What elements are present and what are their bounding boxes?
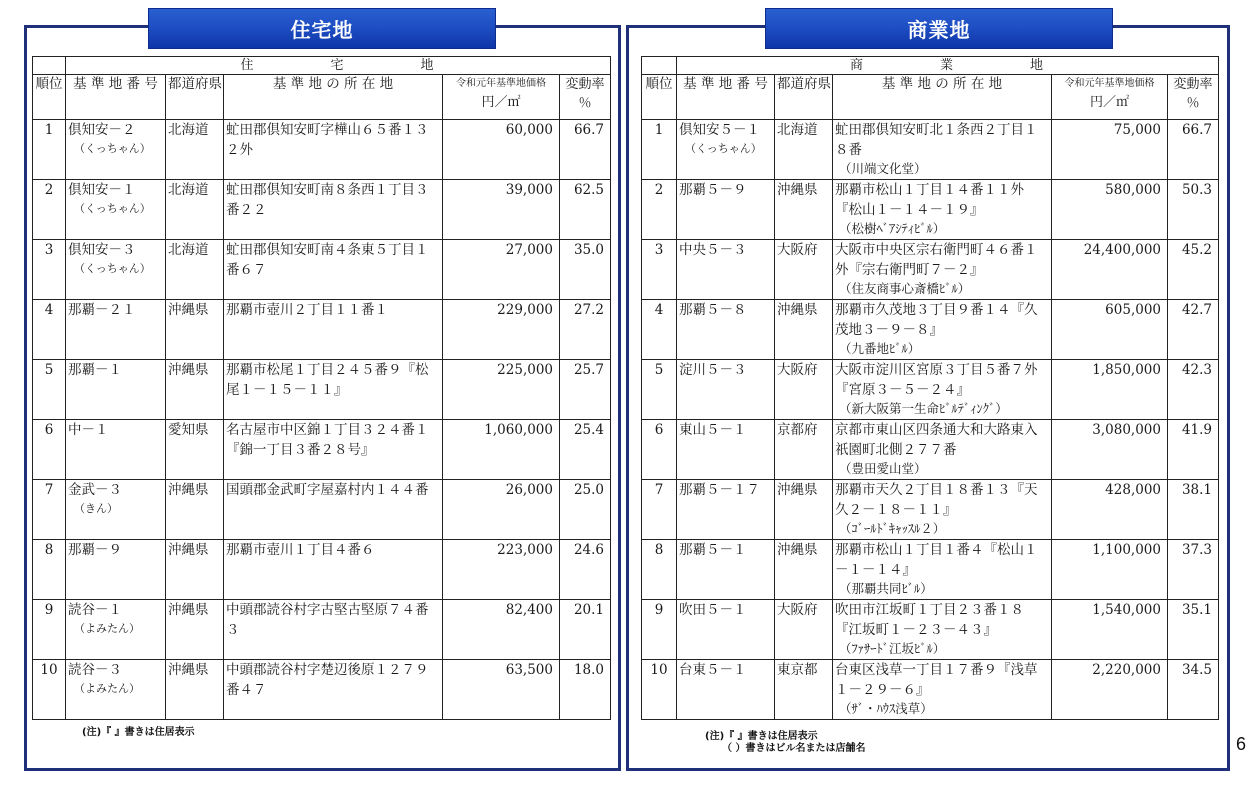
address-cell <box>224 480 443 540</box>
prefecture-cell: 沖縄県 <box>166 360 224 420</box>
price-cell: 1,060,000 <box>443 420 560 480</box>
building-name: （那覇共同ﾋﾞﾙ） <box>839 581 933 596</box>
address-text: 虻田郡倶知安町北１条西２丁目１８番 <box>835 122 1038 158</box>
number-cell <box>677 600 775 660</box>
prefecture-cell: 京都府 <box>775 420 833 480</box>
rank-cell: 3 <box>33 240 66 300</box>
address-cell <box>833 660 1052 720</box>
table-row <box>33 600 611 660</box>
table-row <box>642 300 1219 360</box>
price-cell: 82,400 <box>443 600 560 660</box>
prefecture-cell: 北海道 <box>166 240 224 300</box>
address-text: 那覇市松尾１丁目２４５番９『松尾１－１５－１１』 <box>226 362 429 398</box>
address-header: 基 準 地 の 所 在 地 <box>833 75 1052 120</box>
prefecture-cell: 沖縄県 <box>166 600 224 660</box>
commercial-note-building: （ ）書きはビル名または店舗名 <box>722 743 866 754</box>
building-name: （九番地ﾋﾞﾙ） <box>839 341 921 356</box>
change-cell: 24.6 <box>560 540 611 600</box>
table-row <box>33 120 611 180</box>
table-row <box>642 240 1219 300</box>
price-cell: 75,000 <box>1052 120 1168 180</box>
rank-cell: 4 <box>33 300 66 360</box>
rank-cell: 6 <box>33 420 66 480</box>
site-reading: （くっちゃん） <box>74 202 151 215</box>
prefecture-cell: 沖縄県 <box>166 540 224 600</box>
price-cell: 1,100,000 <box>1052 540 1168 600</box>
prefecture-cell: 愛知県 <box>166 420 224 480</box>
address-cell <box>833 120 1052 180</box>
building-name: （ｺﾞｰﾙﾄﾞｷｬｯｽﾙ２） <box>839 521 946 536</box>
number-cell <box>677 480 775 540</box>
change-header-unit: ％ <box>578 96 592 111</box>
price-header-unit: 円／㎡ <box>481 95 521 110</box>
price-header-unit: 円／㎡ <box>1089 95 1129 110</box>
number-cell <box>66 600 166 660</box>
address-cell <box>224 300 443 360</box>
number-cell <box>66 180 166 240</box>
address-cell <box>224 660 443 720</box>
address-text: 虻田郡倶知安町字樺山６５番１３２外 <box>226 122 429 158</box>
rank-cell: 10 <box>642 660 677 720</box>
building-name: （豊田愛山堂） <box>839 461 927 476</box>
number-cell <box>66 660 166 720</box>
prefecture-cell: 沖縄県 <box>775 180 833 240</box>
site-number: 読谷－３ <box>68 662 122 678</box>
rank-cell: 1 <box>33 120 66 180</box>
table-row <box>642 120 1219 180</box>
rank-cell: 2 <box>33 180 66 240</box>
building-name: （ｻﾞ・ﾊｳｽ浅草） <box>839 701 933 716</box>
address-text: 名古屋市中区錦１丁目３２４番１『錦一丁目３番２８号』 <box>226 422 429 458</box>
number-cell <box>66 300 166 360</box>
table-row <box>642 180 1219 240</box>
table-row <box>642 420 1219 480</box>
site-number: 金武－３ <box>68 482 122 498</box>
number-cell <box>677 300 775 360</box>
price-header-label: 令和元年基準地価格 <box>456 78 546 89</box>
address-text: 中頭郡読谷村字古堅古堅原７４番３ <box>226 602 429 638</box>
address-text: 中頭郡読谷村字楚辺後原１２７９番４７ <box>226 662 429 698</box>
change-cell: 66.7 <box>560 120 611 180</box>
address-text: 大阪市中央区宗右衛門町４６番１外『宗右衛門町７－２』 <box>835 242 1038 278</box>
building-name: （ﾌｧｻｰﾄﾞ江坂ﾋﾞﾙ） <box>839 641 946 656</box>
table-row <box>642 600 1219 660</box>
group-header: 住 宅 地 <box>66 57 611 75</box>
address-cell <box>224 360 443 420</box>
price-cell: 26,000 <box>443 480 560 540</box>
site-number: 那覇５－１ <box>679 542 747 558</box>
change-cell: 62.5 <box>560 180 611 240</box>
address-cell <box>833 420 1052 480</box>
table-row <box>642 480 1219 540</box>
address-cell <box>224 420 443 480</box>
rank-cell: 3 <box>642 240 677 300</box>
change-header <box>560 75 611 120</box>
site-reading: （よみたん） <box>74 682 140 695</box>
price-cell: 580,000 <box>1052 180 1168 240</box>
address-text: 那覇市松山１丁目１４番１１外『松山１－１４－１９』 <box>835 182 1024 218</box>
number-header: 基 準 地 番 号 <box>66 75 166 120</box>
address-cell <box>833 300 1052 360</box>
address-cell <box>224 240 443 300</box>
rank-header: 順位 <box>642 75 677 120</box>
number-cell <box>677 240 775 300</box>
number-cell <box>677 420 775 480</box>
price-cell: 229,000 <box>443 300 560 360</box>
price-header <box>443 75 560 120</box>
change-header-label: 変動率 <box>565 77 605 92</box>
rank-cell: 10 <box>33 660 66 720</box>
rank-cell: 8 <box>33 540 66 600</box>
site-number: 読谷－１ <box>68 602 122 618</box>
group-header: 商 業 地 <box>677 57 1219 75</box>
number-cell <box>677 660 775 720</box>
address-cell <box>833 180 1052 240</box>
address-text: 那覇市天久２丁目１８番１３『天久２－１８－１１』 <box>835 482 1038 518</box>
change-header <box>1168 75 1219 120</box>
rank-header-spacer <box>642 57 677 75</box>
price-cell: 27,000 <box>443 240 560 300</box>
prefecture-cell: 沖縄県 <box>775 540 833 600</box>
change-cell: 66.7 <box>1168 120 1219 180</box>
prefecture-cell: 北海道 <box>166 120 224 180</box>
site-number: 倶知安－３ <box>68 242 136 258</box>
rank-cell: 7 <box>642 480 677 540</box>
prefecture-cell: 沖縄県 <box>166 300 224 360</box>
rank-cell: 9 <box>33 600 66 660</box>
address-cell <box>224 540 443 600</box>
change-cell: 34.5 <box>1168 660 1219 720</box>
table-row <box>33 660 611 720</box>
site-number: 那覇５－１７ <box>679 482 760 498</box>
building-name: （松樹ﾍﾞｱｼﾃｨﾋﾞﾙ） <box>839 221 946 236</box>
change-cell: 42.3 <box>1168 360 1219 420</box>
prefecture-cell: 大阪府 <box>775 600 833 660</box>
change-cell: 35.1 <box>1168 600 1219 660</box>
site-number: 淀川５－３ <box>679 362 747 378</box>
change-cell: 20.1 <box>560 600 611 660</box>
site-reading: （くっちゃん） <box>685 142 762 155</box>
address-text: 那覇市久茂地３丁目９番１４『久茂地３－９－８』 <box>835 302 1038 338</box>
price-cell: 60,000 <box>443 120 560 180</box>
number-header: 基 準 地 番 号 <box>677 75 775 120</box>
address-text: 虻田郡倶知安町南４条東５丁目１番６７ <box>226 242 429 278</box>
change-cell: 38.1 <box>1168 480 1219 540</box>
prefecture-cell: 北海道 <box>166 180 224 240</box>
site-number: 中－１ <box>68 422 109 438</box>
table-row <box>33 420 611 480</box>
change-header-label: 変動率 <box>1173 77 1213 92</box>
price-cell: 1,850,000 <box>1052 360 1168 420</box>
address-cell <box>224 180 443 240</box>
rank-cell: 6 <box>642 420 677 480</box>
price-cell: 2,220,000 <box>1052 660 1168 720</box>
prefecture-cell: 大阪府 <box>775 240 833 300</box>
change-header-unit: ％ <box>1186 96 1200 111</box>
address-cell <box>833 600 1052 660</box>
address-text: 那覇市壺川１丁目４番６ <box>226 542 375 558</box>
rank-header: 順位 <box>33 75 66 120</box>
number-cell <box>66 420 166 480</box>
commercial-banner: 商業地 <box>765 8 1113 49</box>
number-cell <box>66 120 166 180</box>
table-row <box>33 180 611 240</box>
site-number: 中央５－３ <box>679 242 747 258</box>
change-cell: 25.0 <box>560 480 611 540</box>
price-cell: 63,500 <box>443 660 560 720</box>
address-cell <box>224 600 443 660</box>
site-reading: （よみたん） <box>74 622 140 635</box>
prefecture-cell: 沖縄県 <box>775 300 833 360</box>
site-number: 那覇－２１ <box>68 302 136 318</box>
building-name: （住友商事心斎橋ﾋﾞﾙ） <box>839 281 971 296</box>
site-number: 那覇５－９ <box>679 182 747 198</box>
rank-cell: 1 <box>642 120 677 180</box>
site-reading: （きん） <box>74 502 118 515</box>
price-cell: 605,000 <box>1052 300 1168 360</box>
address-cell <box>224 120 443 180</box>
address-text: 虻田郡倶知安町南８条西１丁目３番２２ <box>226 182 429 218</box>
site-reading: （くっちゃん） <box>74 262 151 275</box>
number-cell <box>66 240 166 300</box>
prefecture-cell: 東京都 <box>775 660 833 720</box>
site-reading: （くっちゃん） <box>74 142 151 155</box>
table-row <box>33 540 611 600</box>
address-text: 大阪市淀川区宮原３丁目５番７外『宮原３－５－２４』 <box>835 362 1038 398</box>
address-text: 京都市東山区四条通大和大路東入祇園町北側２７７番 <box>835 422 1038 458</box>
change-cell: 42.7 <box>1168 300 1219 360</box>
change-cell: 37.3 <box>1168 540 1219 600</box>
table-row <box>642 540 1219 600</box>
price-cell: 39,000 <box>443 180 560 240</box>
prefecture-cell: 沖縄県 <box>166 660 224 720</box>
table-row <box>642 660 1219 720</box>
site-number: 東山５－１ <box>679 422 747 438</box>
number-cell <box>677 120 775 180</box>
site-number: 那覇－１ <box>68 362 122 378</box>
price-cell: 1,540,000 <box>1052 600 1168 660</box>
page-number: 6 <box>1236 734 1247 754</box>
price-cell: 24,400,000 <box>1052 240 1168 300</box>
rank-cell: 9 <box>642 600 677 660</box>
address-text: 国頭郡金武町字屋嘉村内１４４番 <box>226 482 429 498</box>
change-cell: 35.0 <box>560 240 611 300</box>
change-cell: 18.0 <box>560 660 611 720</box>
site-number: 那覇５－８ <box>679 302 747 318</box>
price-cell: 428,000 <box>1052 480 1168 540</box>
price-cell: 225,000 <box>443 360 560 420</box>
price-header-label: 令和元年基準地価格 <box>1064 78 1155 89</box>
commercial-note-address: (注)『 』書きは住居表示 <box>705 731 818 742</box>
rank-header-spacer <box>33 57 66 75</box>
price-cell: 223,000 <box>443 540 560 600</box>
number-cell <box>66 540 166 600</box>
change-cell: 25.7 <box>560 360 611 420</box>
rank-cell: 5 <box>33 360 66 420</box>
prefecture-cell: 沖縄県 <box>166 480 224 540</box>
address-text: 吹田市江坂町１丁目２３番１８『江坂町１－２３－４３』 <box>835 602 1024 638</box>
rank-cell: 8 <box>642 540 677 600</box>
address-text: 那覇市松山１丁目１番４『松山１－１－１４』 <box>835 542 1038 578</box>
table-row <box>33 240 611 300</box>
rank-cell: 5 <box>642 360 677 420</box>
site-number: 那覇－９ <box>68 542 122 558</box>
number-cell <box>677 540 775 600</box>
prefecture-cell: 北海道 <box>775 120 833 180</box>
address-header: 基 準 地 の 所 在 地 <box>224 75 443 120</box>
residential-note: (注)『 』書きは住居表示 <box>82 727 195 738</box>
number-cell <box>66 480 166 540</box>
prefecture-header: 都道府県 <box>166 75 224 120</box>
change-cell: 25.4 <box>560 420 611 480</box>
rank-cell: 2 <box>642 180 677 240</box>
price-header <box>1052 75 1168 120</box>
building-name: （新大阪第一生命ﾋﾞﾙﾃﾞｨﾝｸﾞ） <box>839 401 1008 416</box>
building-name: （川端文化堂） <box>839 161 927 176</box>
table-row <box>33 300 611 360</box>
change-cell: 27.2 <box>560 300 611 360</box>
address-text: 台東区浅草一丁目１７番９『浅草１－２９－６』 <box>835 662 1038 698</box>
address-text: 那覇市壺川２丁目１１番１ <box>226 302 388 318</box>
prefecture-cell: 大阪府 <box>775 360 833 420</box>
site-number: 倶知安－１ <box>68 182 136 198</box>
change-cell: 45.2 <box>1168 240 1219 300</box>
number-cell <box>677 180 775 240</box>
site-number: 台東５－１ <box>679 662 747 678</box>
residential-banner: 住宅地 <box>148 8 496 49</box>
table-row <box>33 360 611 420</box>
address-cell <box>833 240 1052 300</box>
number-cell <box>677 360 775 420</box>
address-cell <box>833 360 1052 420</box>
number-cell <box>66 360 166 420</box>
change-cell: 41.9 <box>1168 420 1219 480</box>
rank-cell: 7 <box>33 480 66 540</box>
site-number: 倶知安－２ <box>68 122 136 138</box>
rank-cell: 4 <box>642 300 677 360</box>
address-cell <box>833 480 1052 540</box>
table-row <box>33 480 611 540</box>
site-number: 倶知安５－１ <box>679 122 760 138</box>
table-row <box>642 360 1219 420</box>
price-cell: 3,080,000 <box>1052 420 1168 480</box>
prefecture-header: 都道府県 <box>775 75 833 120</box>
site-number: 吹田５－１ <box>679 602 747 618</box>
commercial-table <box>641 56 1219 720</box>
change-cell: 50.3 <box>1168 180 1219 240</box>
address-cell <box>833 540 1052 600</box>
prefecture-cell: 沖縄県 <box>775 480 833 540</box>
residential-table <box>32 56 611 720</box>
